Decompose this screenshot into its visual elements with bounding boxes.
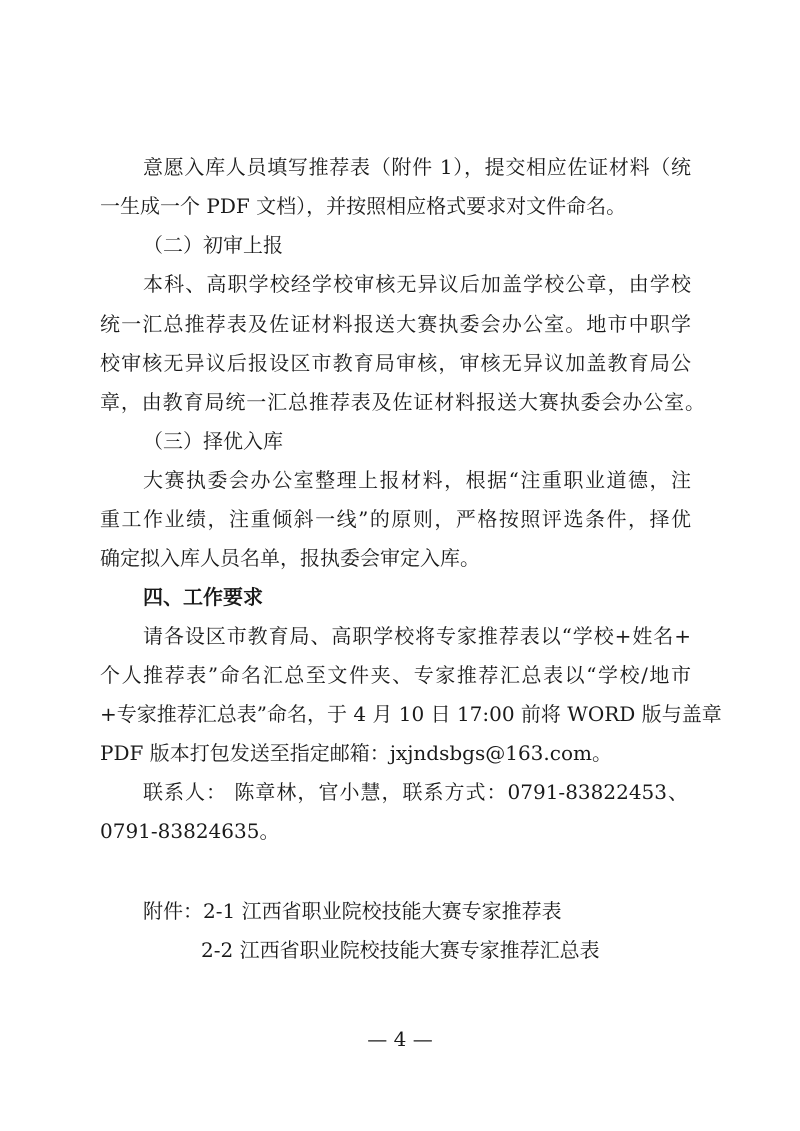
contact-line1: 联系人： 陈章林，官小慧，联系方式：0791-83822453、	[143, 780, 688, 804]
attachment-item-1: 附件：2-1 江西省职业院校技能大赛专家推荐表	[143, 899, 562, 923]
heading-preliminary-review: （二）初审上报	[143, 233, 283, 257]
para4-line2: 个人推荐表”命名汇总至文件夹、专家推荐汇总表以“学校/地市	[100, 663, 691, 687]
para3-line2: 重工作业绩，注重倾斜一线”的原则，严格按照评选条件，择优	[100, 507, 691, 531]
para4-line1: 请各设区市教育局、高职学校将专家推荐表以“学校+姓名+	[143, 624, 691, 648]
heading-selection: （三）择优入库	[143, 429, 283, 453]
para2-line2: 统一汇总推荐表及佐证材料报送大赛执委会办公室。地市中职学	[100, 312, 691, 336]
para1-line1: 意愿入库人员填写推荐表（附件 1），提交相应佐证材料（统	[143, 155, 691, 179]
section-title-work-requirements: 四、工作要求	[143, 585, 263, 609]
page-number: — 4 —	[367, 1027, 433, 1051]
para3-line3: 确定拟入库人员名单，报执委会审定入库。	[100, 546, 480, 570]
para2-line4: 章，由教育局统一汇总推荐表及佐证材料报送大赛执委会办公室。	[100, 390, 705, 414]
para4-line3: +专家推荐汇总表”命名，于 4 月 10 日 17:00 前将 WORD 版与盖章	[100, 702, 722, 726]
contact-line2: 0791-83824635。	[100, 819, 280, 843]
para3-line1: 大赛执委会办公室整理上报材料，根据“注重职业道德，注	[143, 468, 691, 492]
para1-line2: 一生成一个 PDF 文档），并按照相应格式要求对文件命名。	[100, 194, 627, 218]
para4-line4: PDF 版本打包发送至指定邮箱：jxjndsbgs@163.com。	[100, 741, 612, 765]
attachment-item-2: 2-2 江西省职业院校技能大赛专家推荐汇总表	[201, 938, 600, 962]
para2-line3: 校审核无异议后报设区市教育局审核，审核无异议加盖教育局公	[100, 351, 691, 375]
para2-line1: 本科、高职学校经学校审核无异议后加盖学校公章，由学校	[143, 272, 691, 296]
